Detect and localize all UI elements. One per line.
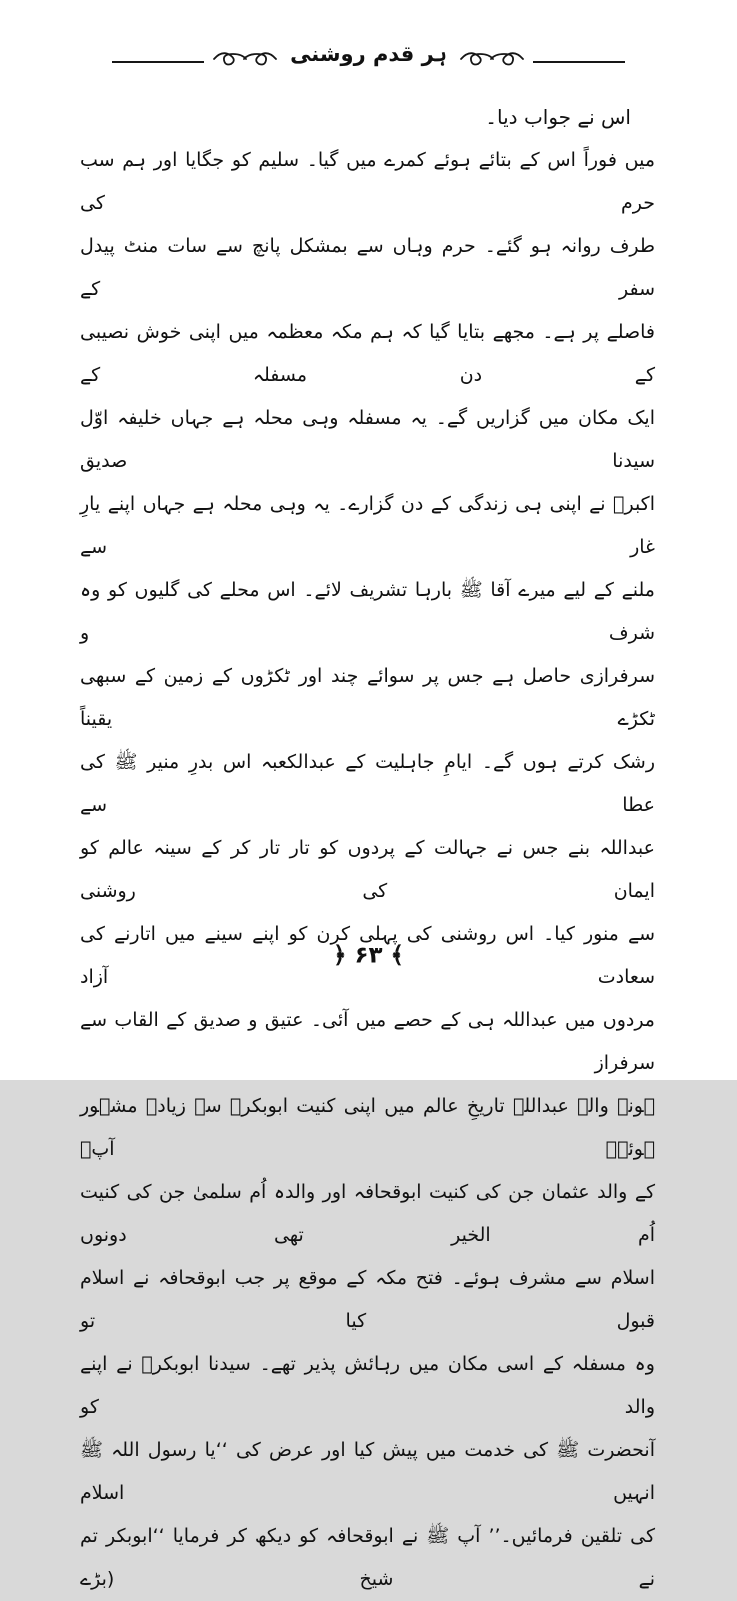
text-line: میں فوراً اس کے بتائے ہوئے کمرے میں گیا۔ سلیم کو جگایا اور ہم سب حرم کی — [80, 149, 655, 215]
page-content — [0, 69, 737, 1601]
text-line: ملنے کے لیے میرے آقا ﷺ بارہا تشریف لائے۔ اس محلے کی گلیوں کو وہ شرف و — [80, 579, 655, 645]
text-line: کی تلقین فرمائیں۔’’ آپ ﷺ نے ابوقحافہ کو دیکھ کر فرمایا ‘‘ابوبکر تم نے شیخ (بڑے — [80, 1525, 655, 1591]
text-line: رشک کرتے ہوں گے۔ ایامِ جاہلیت کے عبدالکعبہ اس بدرِ منیر ﷺ کی عطا سے — [80, 751, 655, 817]
text-line: طرف روانہ ہو گئے۔ حرم وہاں سے بمشکل پانچ سے سات منٹ پیدل سفر کے — [80, 235, 655, 301]
scroll-ornament-left-icon — [212, 47, 278, 69]
intro-line: اس نے جواب دیا۔ — [485, 105, 631, 130]
text-line: ہونے والے عبداللہ تاریخِ عالم میں اپنی کنیت ابوبکرؓ سے زیادہ مشہور ہوئے۔ آپؓ — [80, 1095, 655, 1161]
book-title: ہر قدم روشنی — [290, 42, 447, 66]
page-number: ۶۳ — [354, 942, 383, 968]
scroll-ornament-right-icon — [459, 47, 525, 69]
text-line: ایک مکان میں گزاریں گے۔ یہ مسفلہ وہی محلہ ہے جہاں خلیفہ اوّل سیدنا صدیق — [80, 407, 655, 473]
text-line: اسلام سے مشرف ہوئے۔ فتح مکہ کے موقع پر جب ابوقحافہ نے اسلام قبول کیا تو — [80, 1267, 655, 1333]
page-number-bracket-left: ﴿ — [332, 942, 347, 968]
text-line: اکبرؓ نے اپنی ہی زندگی کے دن گزارے۔ یہ وہی محلہ ہے جہاں اپنے یارِ غار سے — [80, 493, 655, 559]
text-line: فاصلے پر ہے۔ مجھے بتایا گیا کہ ہم مکہ معظمہ میں اپنی خوش نصیبی کے دن مسفلہ کے — [80, 321, 655, 387]
text-line: سے منور کیا۔ اس روشنی کی پہلی کرن کو اپنے سینے میں اتارنے کی سعادت آزاد — [80, 923, 655, 989]
text-line: عبداللہ بنے جس نے جہالت کے پردوں کو تار تار کر کے سینہ عالم کو ایمان کی روشنی — [80, 837, 655, 903]
page-number-bracket-right: ﴾ — [390, 942, 405, 968]
text-line: سرفرازی حاصل ہے جس پر سوائے چند اور ٹکڑوں کے زمین کے سبھی ٹکڑے یقیناً — [80, 665, 655, 731]
page-footer — [0, 942, 737, 969]
text-line: مردوں میں عبداللہ ہی کے حصے میں آئی۔ عتیق و صدیق کے القاب سے سرفراز — [80, 1009, 655, 1075]
header-rule-left — [112, 61, 204, 63]
text-line: کے والد عثمان جن کی کنیت ابوقحافہ اور والدہ اُم سلمیٰ جن کی کنیت اُم الخیر تھی دونوں — [80, 1181, 655, 1247]
text-line: آنحضرت ﷺ کی خدمت میں پیش کیا اور عرض کی ‘‘یا رسول اللہ ﷺ انہیں اسلام — [80, 1439, 655, 1505]
text-line: وہ مسفلہ کے اسی مکان میں رہائش پذیر تھے۔ سیدنا ابوبکرؓ نے اپنے والد کو — [80, 1353, 655, 1419]
page-header — [0, 0, 737, 69]
header-rule-right — [533, 61, 625, 63]
